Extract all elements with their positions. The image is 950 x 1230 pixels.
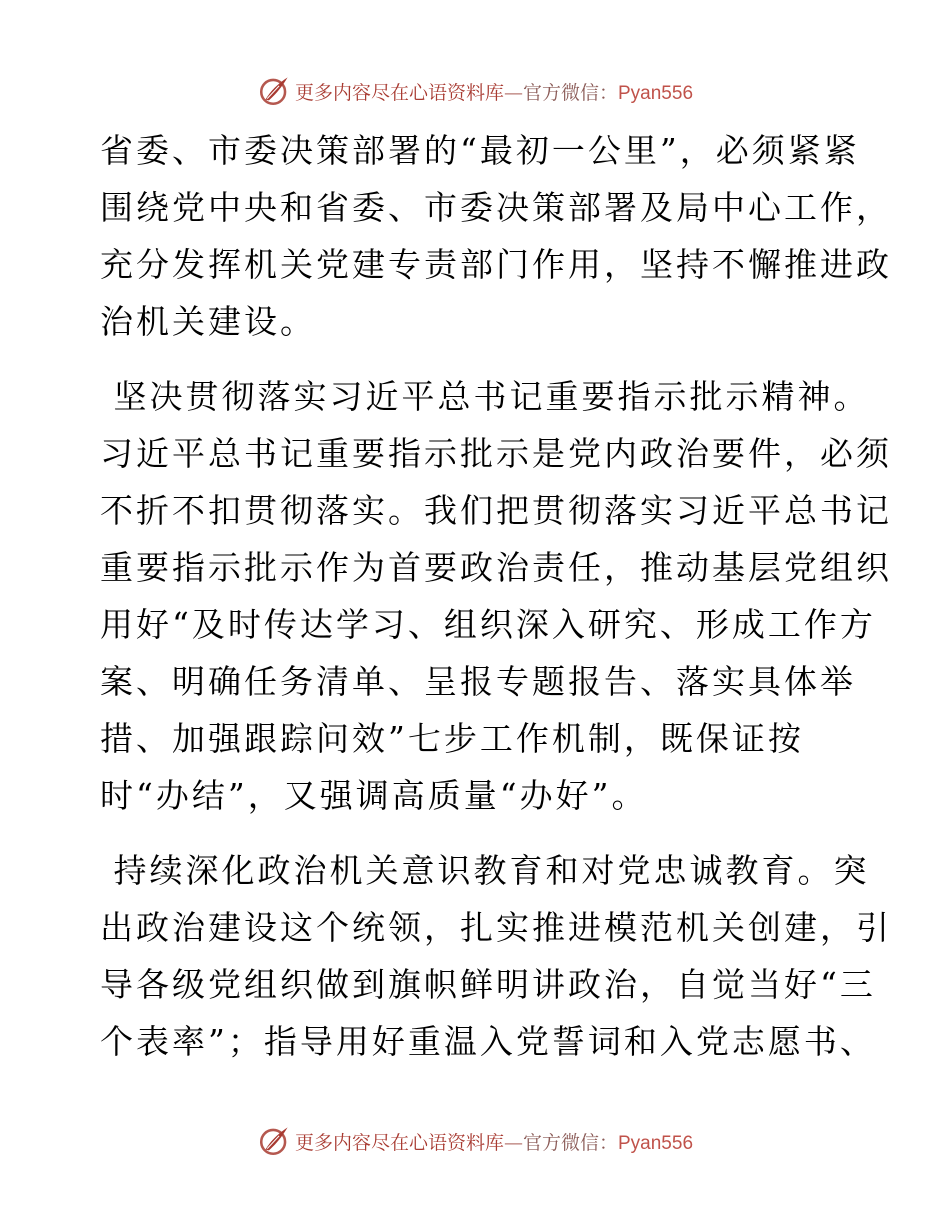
text-line: 导各级党组织做到旗帜鲜明讲政治，自觉当好“三 xyxy=(100,965,876,1004)
text-line: 出政治建设这个统领，扎实推进模范机关创建，引 xyxy=(100,908,892,947)
text-line: 措、加强跟踪问效”七步工作机制，既保证按 xyxy=(100,719,804,758)
footer-watermark xyxy=(0,1124,950,1158)
text-line: 用好“及时传达学习、组织深入研究、形成工作方 xyxy=(100,605,876,644)
quill-logo-icon xyxy=(257,1124,291,1158)
text-line: 省委、市委决策部署的“最初一公里”，必须紧紧 xyxy=(100,131,860,170)
quill-logo-icon xyxy=(257,74,291,108)
header-watermark xyxy=(0,74,950,108)
text-line: 充分发挥机关党建专责部门作用，坚持不懈推进政 xyxy=(100,245,892,284)
watermark-text xyxy=(295,78,693,105)
text-line: 个表率”；指导用好重温入党誓词和入党志愿书、 xyxy=(100,1022,876,1061)
watermark-dash: — xyxy=(503,81,523,104)
paragraph xyxy=(100,122,892,350)
watermark-brand: 更多内容尽在心语资料库 xyxy=(294,81,504,104)
text-line: 案、明确任务清单、呈报专题报告、落实具体举 xyxy=(100,662,856,701)
text-line: 坚决贯彻落实习近平总书记重要指示批示精神。 xyxy=(100,377,870,416)
watermark-wechat-label: 官方微信： xyxy=(522,81,618,104)
paragraph xyxy=(100,368,892,824)
text-line: 习近平总书记重要指示批示是党内政治要件，必须 xyxy=(100,434,892,473)
text-line: 重要指示批示作为首要政治责任，推动基层党组织 xyxy=(100,548,892,587)
text-line: 围绕党中央和省委、市委决策部署及局中心工作， xyxy=(100,188,892,227)
watermark-wechat-label: 官方微信： xyxy=(522,1131,618,1154)
watermark-text xyxy=(295,1128,693,1155)
document-body xyxy=(100,122,892,1070)
watermark-wechat-id: Pyan556 xyxy=(618,82,694,104)
text-line: 治机关建设。 xyxy=(100,302,316,341)
text-line: 时“办结”，又强调高质量“办好”。 xyxy=(100,776,648,815)
watermark-brand: 更多内容尽在心语资料库 xyxy=(294,1131,504,1154)
watermark-wechat-id: Pyan556 xyxy=(618,1132,694,1154)
watermark-dash: — xyxy=(503,1131,523,1154)
text-line: 持续深化政治机关意识教育和对党忠诚教育。突 xyxy=(100,851,870,890)
paragraph xyxy=(100,842,892,1070)
text-line: 不折不扣贯彻落实。我们把贯彻落实习近平总书记 xyxy=(100,491,892,530)
